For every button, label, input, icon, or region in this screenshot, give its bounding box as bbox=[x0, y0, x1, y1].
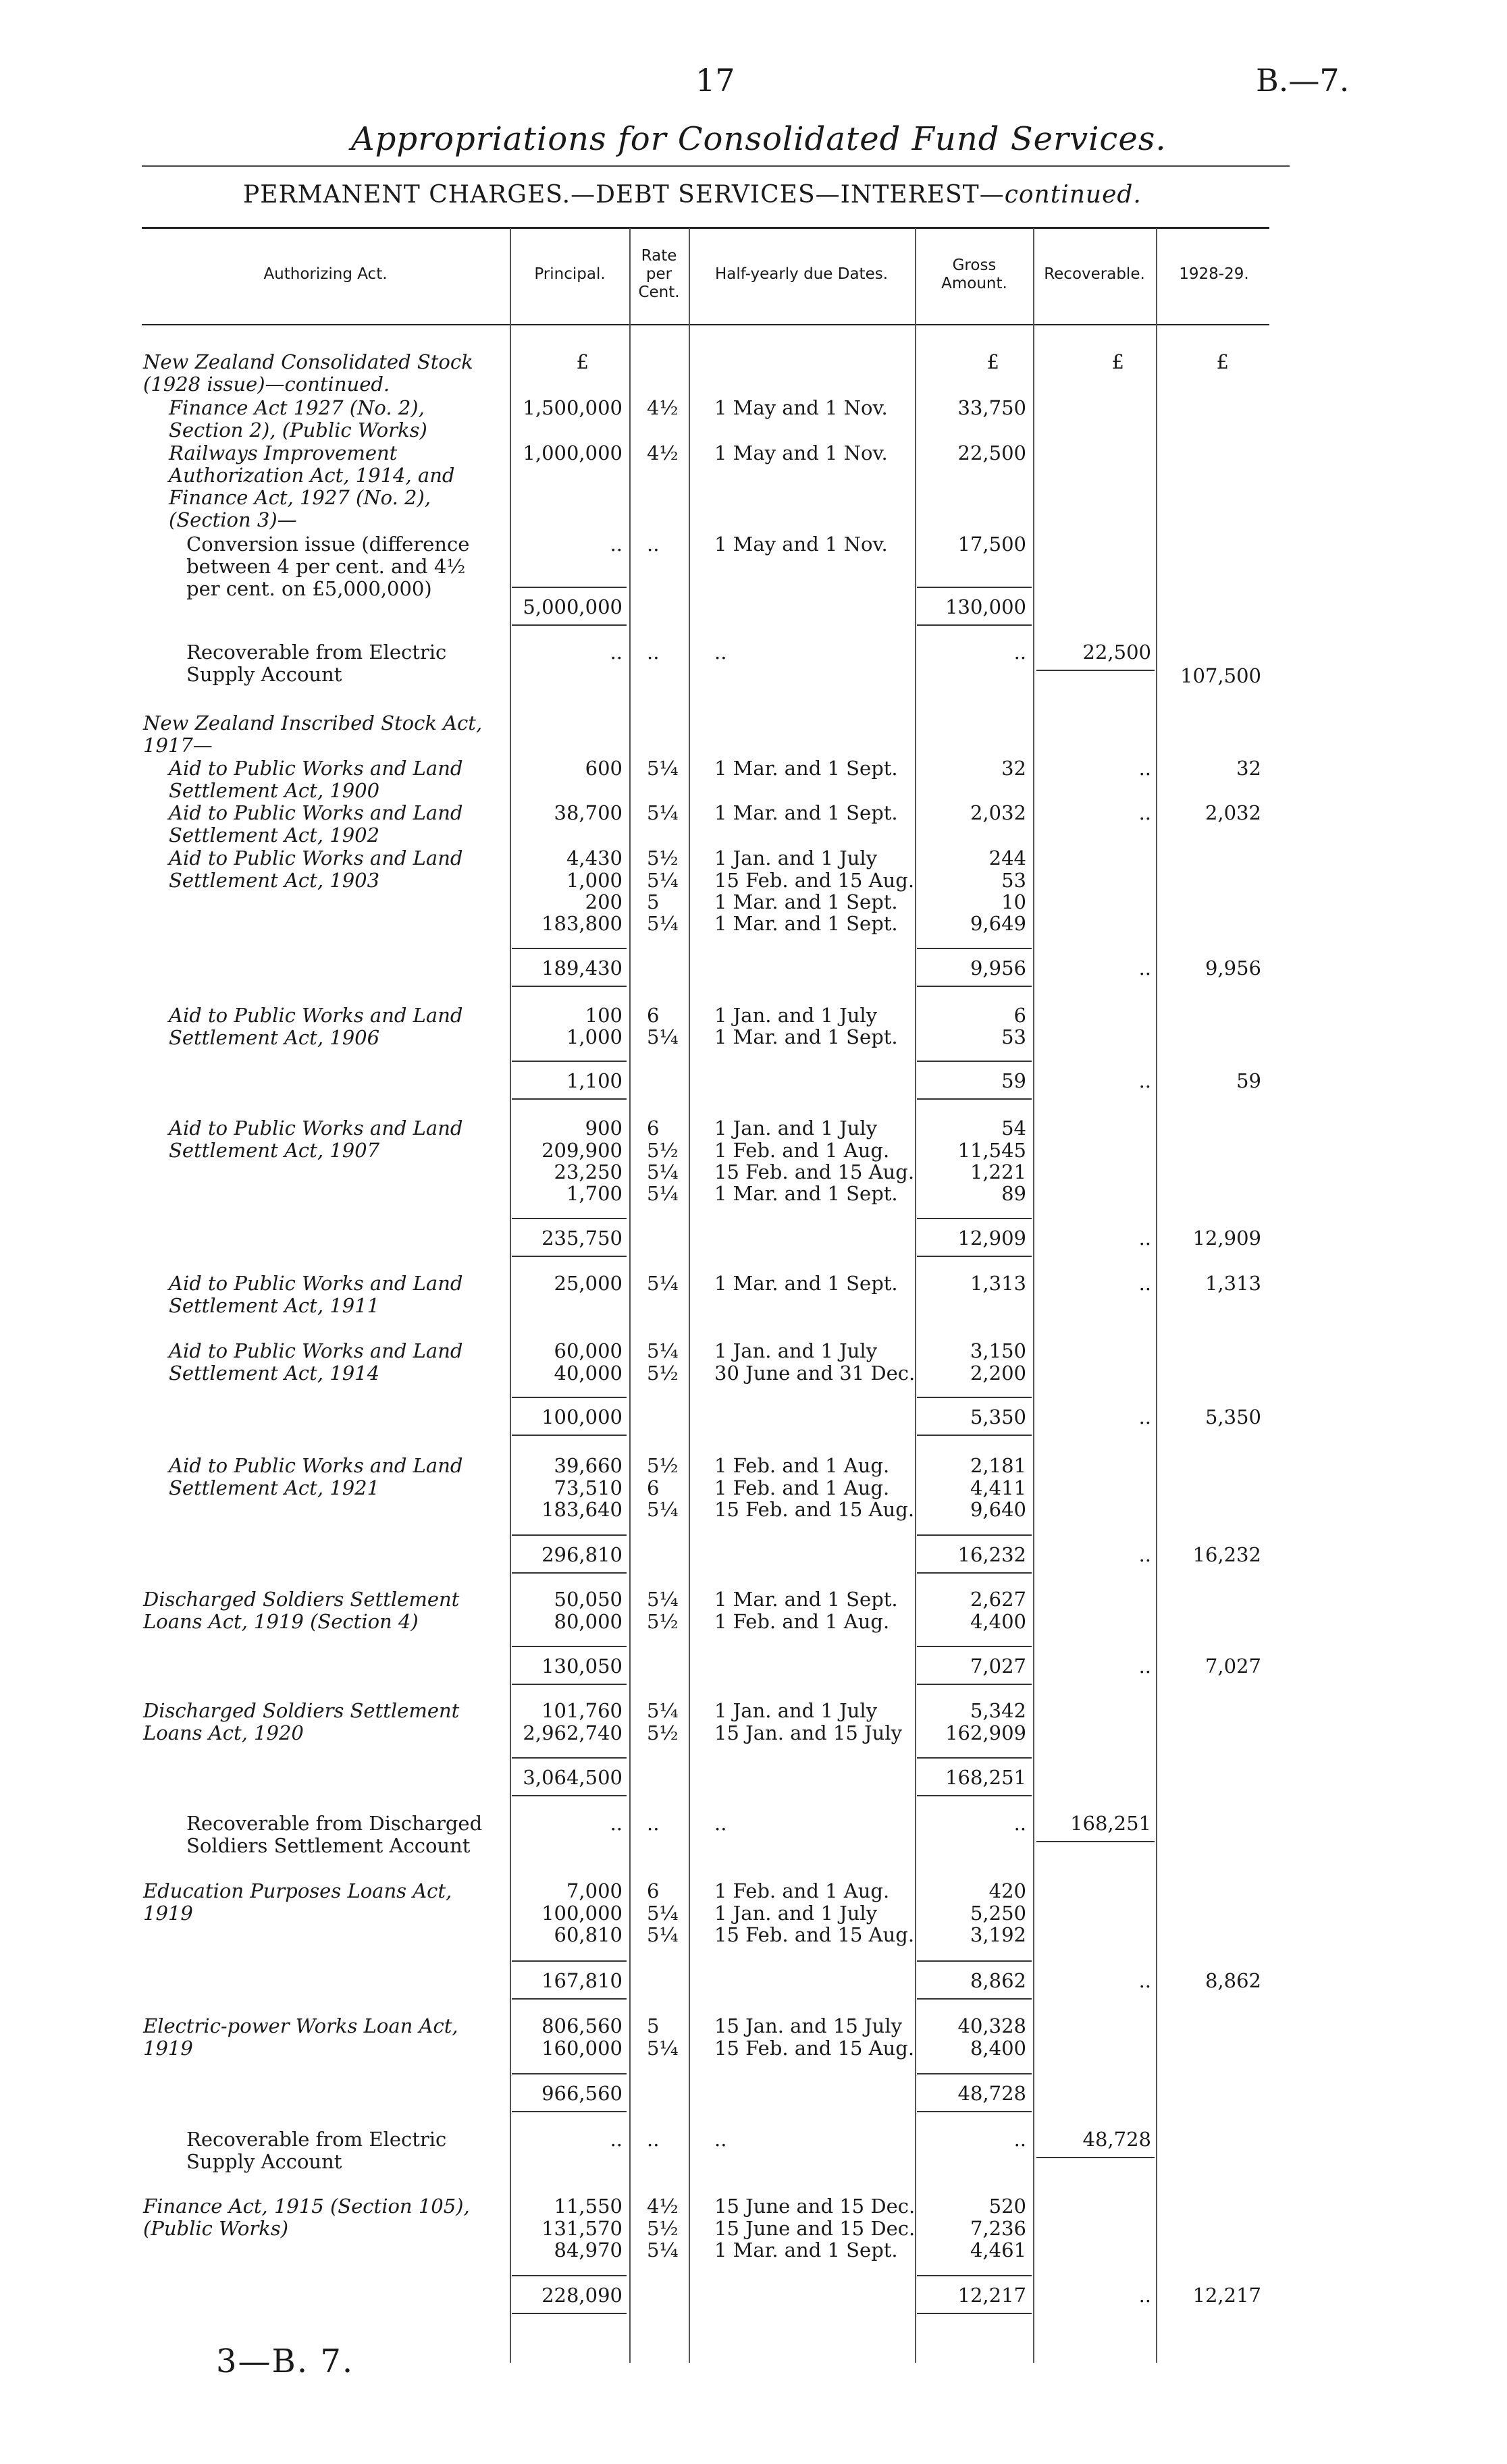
authorizing-act: Discharged Soldiers Settlement Loans Act, 1919 (Section 4) bbox=[143, 1588, 460, 1633]
recoverable-amount: .. bbox=[1138, 2284, 1151, 2307]
principal-value: 60,810 bbox=[554, 1923, 623, 1946]
gross-amount: 9,640 bbox=[970, 1498, 1026, 1521]
authorizing-act: Aid to Public Works and Land Settlement Act, 1900 bbox=[169, 757, 463, 802]
gross-subtotal: 59 bbox=[1001, 1069, 1026, 1092]
gross-amount: 2,200 bbox=[970, 1362, 1026, 1385]
principal-value: 2,962,740 bbox=[523, 1721, 623, 1744]
gross-amount: 32 bbox=[1001, 757, 1026, 780]
gross-amount: 54 bbox=[1001, 1117, 1026, 1140]
authorizing-act: Education Purposes Loans Act, 1919 bbox=[143, 1879, 452, 1925]
rate-value: 5 bbox=[647, 890, 660, 913]
recoverable-amount: .. bbox=[1138, 801, 1151, 824]
authorizing-act: Aid to Public Works and Land Settlement Act, 1902 bbox=[169, 801, 463, 847]
principal-subtotal: 296,810 bbox=[541, 1543, 623, 1566]
recoverable-amount: .. bbox=[1138, 1272, 1151, 1295]
recoverable-amount: .. bbox=[1138, 1069, 1151, 1092]
rate-value: 5¼ bbox=[647, 912, 679, 935]
authorizing-act: New Zealand Inscribed Stock Act, 1917— bbox=[143, 712, 483, 757]
rate-value: 4½ bbox=[647, 441, 679, 464]
due-dates: 1 Mar. and 1 Sept. bbox=[714, 757, 898, 780]
subtotal-rule bbox=[917, 2275, 1032, 2276]
page-signature: 3—B. 7. bbox=[216, 2342, 354, 2380]
gross-subtotal: 16,232 bbox=[957, 1543, 1026, 1566]
principal-value: 600 bbox=[585, 757, 623, 780]
principal-value: 11,550 bbox=[554, 2195, 623, 2218]
year-amount: 7,027 bbox=[1205, 1655, 1261, 1678]
due-dates: 1 Mar. and 1 Sept. bbox=[714, 1182, 898, 1205]
gross-subtotal: 12,909 bbox=[957, 1227, 1026, 1250]
due-dates: 1 Feb. and 1 Aug. bbox=[714, 1879, 890, 1902]
authorizing-act: Aid to Public Works and Land Settlement Act, 1921 bbox=[169, 1454, 463, 1499]
rate-value: 5¼ bbox=[647, 1923, 679, 1946]
subtotal-rule bbox=[917, 1998, 1032, 2000]
due-dates: 30 June and 31 Dec. bbox=[714, 1362, 916, 1385]
subtotal-rule bbox=[512, 1098, 627, 1100]
rate-value: 5¼ bbox=[647, 1272, 679, 1295]
principal-value: 73,510 bbox=[554, 1476, 623, 1499]
year-amount: 16,232 bbox=[1192, 1543, 1261, 1566]
principal-subtotal: 1,100 bbox=[566, 1069, 623, 1092]
subtotal-rule bbox=[917, 986, 1032, 987]
rate-value: 5¼ bbox=[647, 2037, 679, 2060]
column-divider bbox=[689, 228, 690, 2363]
column-header-recoverable: Recoverable. bbox=[1044, 265, 1145, 283]
subtotal-rule bbox=[917, 1960, 1032, 1962]
table-header-rule bbox=[142, 324, 1269, 325]
due-dates: 1 Feb. and 1 Aug. bbox=[714, 1476, 890, 1499]
principal-value: 100 bbox=[585, 1004, 623, 1027]
due-dates: 15 Feb. and 15 Aug. bbox=[714, 1923, 915, 1946]
subtotal-rule bbox=[512, 1397, 627, 1398]
principal-value: 806,560 bbox=[541, 2014, 623, 2037]
recoverable-amount: .. bbox=[1138, 1969, 1151, 1992]
principal-value: 60,000 bbox=[554, 1339, 623, 1362]
due-dates: 1 Mar. and 1 Sept. bbox=[714, 1272, 898, 1295]
principal-value: .. bbox=[610, 2128, 623, 2151]
subtotal-rule bbox=[1036, 670, 1155, 671]
subtotal-rule bbox=[917, 1684, 1032, 1685]
principal-value: 209,900 bbox=[541, 1139, 623, 1162]
gross-amount: 4,411 bbox=[970, 1476, 1026, 1499]
page-title: Appropriations for Consolidated Fund Services. bbox=[351, 120, 1167, 158]
subtotal-rule bbox=[917, 624, 1032, 626]
due-dates: 1 Mar. and 1 Sept. bbox=[714, 1588, 898, 1611]
unit-year: £ bbox=[1216, 350, 1229, 373]
gross-subtotal: 7,027 bbox=[970, 1655, 1026, 1678]
gross-header-line: Amount. bbox=[941, 275, 1007, 292]
due-dates: .. bbox=[714, 2128, 727, 2151]
title-divider bbox=[142, 165, 1290, 167]
rate-value: 5¼ bbox=[647, 757, 679, 780]
principal-value: .. bbox=[610, 641, 623, 664]
subtotal-rule bbox=[512, 624, 627, 626]
table-top-rule bbox=[142, 227, 1269, 229]
column-divider bbox=[629, 228, 631, 2363]
due-dates: 1 Jan. and 1 July bbox=[714, 1902, 878, 1925]
rate-value: 5¼ bbox=[647, 1339, 679, 1362]
due-dates: 1 Jan. and 1 July bbox=[714, 1339, 878, 1362]
due-dates: 15 Jan. and 15 July bbox=[714, 2014, 902, 2037]
subtotal-rule bbox=[512, 2275, 627, 2276]
subtotal-rule bbox=[1036, 2157, 1155, 2158]
principal-value: 900 bbox=[585, 1117, 623, 1140]
gross-amount: 17,500 bbox=[957, 533, 1026, 556]
due-dates: 15 Feb. and 15 Aug. bbox=[714, 869, 915, 892]
due-dates: 1 Jan. and 1 July bbox=[714, 1117, 878, 1140]
principal-value: 1,700 bbox=[566, 1182, 623, 1205]
rate-value: 5½ bbox=[647, 1721, 679, 1744]
gross-subtotal: 168,251 bbox=[945, 1766, 1026, 1789]
rate-value: 5½ bbox=[647, 1454, 679, 1477]
rate-value: 5¼ bbox=[647, 1025, 679, 1048]
recoverable-amount: .. bbox=[1138, 1405, 1151, 1428]
principal-subtotal: 130,050 bbox=[541, 1655, 623, 1678]
principal-value: 1,000,000 bbox=[523, 441, 623, 464]
principal-value: 4,430 bbox=[566, 847, 623, 869]
gross-amount: 9,649 bbox=[970, 912, 1026, 935]
year-amount: 8,862 bbox=[1205, 1969, 1261, 1992]
rate-value: 5½ bbox=[647, 1139, 679, 1162]
subtotal-rule bbox=[512, 1435, 627, 1436]
due-dates: 15 June and 15 Dec. bbox=[714, 2195, 916, 2218]
authorizing-act: Recoverable from Electric Supply Account bbox=[186, 2128, 447, 2173]
principal-value: 131,570 bbox=[541, 2217, 623, 2240]
gross-amount: 1,313 bbox=[970, 1272, 1026, 1295]
rate-value: 5¼ bbox=[647, 869, 679, 892]
principal-value: 183,800 bbox=[541, 912, 623, 935]
subtotal-rule bbox=[917, 948, 1032, 949]
subtitle-continued: continued. bbox=[1004, 181, 1142, 209]
authorizing-act: Recoverable from Electric Supply Account bbox=[186, 641, 447, 686]
due-dates: 1 Mar. and 1 Sept. bbox=[714, 801, 898, 824]
subtotal-rule bbox=[512, 1534, 627, 1536]
column-header-dates: Half-yearly due Dates. bbox=[714, 265, 889, 283]
rate-value: 5¼ bbox=[647, 1182, 679, 1205]
column-divider bbox=[915, 228, 916, 2363]
gross-amount: 520 bbox=[988, 2195, 1026, 2218]
due-dates: 1 Mar. and 1 Sept. bbox=[714, 912, 898, 935]
subtotal-rule bbox=[512, 1757, 627, 1759]
subtotal-rule bbox=[917, 2313, 1032, 2314]
subtotal-rule bbox=[917, 1218, 1032, 1219]
due-dates: 15 June and 15 Dec. bbox=[714, 2217, 916, 2240]
principal-value: 1,000 bbox=[566, 869, 623, 892]
recoverable-amount: .. bbox=[1138, 1227, 1151, 1250]
gross-amount: 40,328 bbox=[957, 2014, 1026, 2037]
gross-amount: .. bbox=[1013, 2128, 1026, 2151]
gross-amount: 53 bbox=[1001, 869, 1026, 892]
rate-value: .. bbox=[647, 1812, 660, 1835]
due-dates: 1 May and 1 Nov. bbox=[714, 441, 888, 464]
principal-value: 100,000 bbox=[541, 1902, 623, 1925]
principal-value: 183,640 bbox=[541, 1498, 623, 1521]
authorizing-act: Aid to Public Works and Land Settlement Act, 1906 bbox=[169, 1004, 463, 1049]
rate-header-line: per bbox=[645, 265, 672, 283]
rate-value: 6 bbox=[647, 1004, 660, 1027]
recoverable-amount: 168,251 bbox=[1070, 1812, 1151, 1835]
subtotal-rule bbox=[512, 1795, 627, 1796]
principal-value: 101,760 bbox=[541, 1699, 623, 1722]
gross-amount: 6 bbox=[1013, 1004, 1026, 1027]
gross-subtotal: 130,000 bbox=[945, 595, 1026, 618]
rate-value: .. bbox=[647, 641, 660, 664]
due-dates: 1 Jan. and 1 July bbox=[714, 847, 878, 869]
recoverable-amount: .. bbox=[1138, 1655, 1151, 1678]
authorizing-act: Finance Act, 1915 (Section 105), (Public Works) bbox=[143, 2195, 470, 2240]
due-dates: 1 Feb. and 1 Aug. bbox=[714, 1454, 890, 1477]
year-amount: 2,032 bbox=[1205, 801, 1261, 824]
year-amount: 1,313 bbox=[1205, 1272, 1261, 1295]
principal-value: 25,000 bbox=[554, 1272, 623, 1295]
principal-subtotal: 235,750 bbox=[541, 1227, 623, 1250]
year-amount: 59 bbox=[1236, 1069, 1261, 1092]
subtotal-rule bbox=[917, 1397, 1032, 1398]
rate-value: 5¼ bbox=[647, 1588, 679, 1611]
document-reference: B.—7. bbox=[1256, 62, 1350, 99]
rate-value: 5¼ bbox=[647, 801, 679, 824]
principal-value: 200 bbox=[585, 890, 623, 913]
recoverable-amount: 22,500 bbox=[1082, 641, 1151, 664]
page-number: 17 bbox=[695, 62, 735, 99]
due-dates: 1 Feb. and 1 Aug. bbox=[714, 1610, 890, 1633]
principal-value: .. bbox=[610, 533, 623, 556]
rate-value: 5¼ bbox=[647, 1902, 679, 1925]
subtotal-rule bbox=[917, 1061, 1032, 1062]
authorizing-act: Aid to Public Works and Land Settlement Act, 1911 bbox=[169, 1272, 463, 1317]
principal-value: 1,500,000 bbox=[523, 396, 623, 419]
subtotal-rule bbox=[917, 2111, 1032, 2112]
subtotal-rule bbox=[917, 1435, 1032, 1436]
subtotal-rule bbox=[512, 1684, 627, 1685]
principal-value: 40,000 bbox=[554, 1362, 623, 1385]
authorizing-act: Aid to Public Works and Land Settlement Act, 1914 bbox=[169, 1339, 463, 1385]
due-dates: .. bbox=[714, 1812, 727, 1835]
authorizing-act: Railways Improvement Authorization Act, 1914, and Finance Act, 1927 (No. 2), (Section 3)— bbox=[169, 441, 455, 531]
recoverable-amount: .. bbox=[1138, 957, 1151, 980]
principal-subtotal: 966,560 bbox=[541, 2082, 623, 2105]
principal-subtotal: 167,810 bbox=[541, 1969, 623, 1992]
principal-value: 1,000 bbox=[566, 1025, 623, 1048]
rate-value: 6 bbox=[647, 1879, 660, 1902]
rate-value: 5 bbox=[647, 2014, 660, 2037]
due-dates: .. bbox=[714, 641, 727, 664]
authorizing-act: Recoverable from Discharged Soldiers Settlement Account bbox=[186, 1812, 483, 1857]
authorizing-act: Electric-power Works Loan Act, 1919 bbox=[143, 2014, 458, 2060]
rate-value: 5½ bbox=[647, 847, 679, 869]
subtotal-rule bbox=[512, 1218, 627, 1219]
subtotal-rule bbox=[512, 1572, 627, 1574]
authorizing-act: Conversion issue (difference between 4 per cent. and 4½ per cent. on £5,000,000) bbox=[186, 533, 470, 600]
unit-principal: £ bbox=[576, 350, 589, 373]
gross-amount: 3,192 bbox=[970, 1923, 1026, 1946]
due-dates: 15 Feb. and 15 Aug. bbox=[714, 2037, 915, 2060]
due-dates: 1 Mar. and 1 Sept. bbox=[714, 890, 898, 913]
gross-amount: 1,221 bbox=[970, 1160, 1026, 1183]
principal-subtotal: 100,000 bbox=[541, 1405, 623, 1428]
column-header-year: 1928-29. bbox=[1179, 265, 1249, 283]
due-dates: 15 Feb. and 15 Aug. bbox=[714, 1498, 915, 1521]
subtotal-rule bbox=[512, 1256, 627, 1257]
rate-value: 5½ bbox=[647, 2217, 679, 2240]
subtotal-rule bbox=[917, 587, 1032, 588]
gross-amount: 5,342 bbox=[970, 1699, 1026, 1722]
principal-value: 7,000 bbox=[566, 1879, 623, 1902]
recoverable-amount: .. bbox=[1138, 757, 1151, 780]
year-amount: 107,500 bbox=[1180, 664, 1261, 687]
gross-amount: 22,500 bbox=[957, 441, 1026, 464]
column-divider bbox=[1156, 228, 1157, 2363]
principal-value: .. bbox=[610, 1812, 623, 1835]
principal-subtotal: 3,064,500 bbox=[523, 1766, 623, 1789]
principal-value: 39,660 bbox=[554, 1454, 623, 1477]
subtotal-rule bbox=[917, 1256, 1032, 1257]
subtotal-rule bbox=[512, 986, 627, 987]
rate-value: 4½ bbox=[647, 2195, 679, 2218]
section-subtitle bbox=[243, 181, 1142, 209]
column-header-rate bbox=[631, 247, 687, 302]
due-dates: 15 Feb. and 15 Aug. bbox=[714, 1160, 915, 1183]
principal-subtotal: 189,430 bbox=[541, 957, 623, 980]
gross-amount: 162,909 bbox=[945, 1721, 1026, 1744]
rate-value: 6 bbox=[647, 1476, 660, 1499]
gross-amount: 89 bbox=[1001, 1182, 1026, 1205]
subtotal-rule bbox=[512, 1061, 627, 1062]
gross-amount: 2,627 bbox=[970, 1588, 1026, 1611]
due-dates: 15 Jan. and 15 July bbox=[714, 1721, 902, 1744]
gross-amount: 53 bbox=[1001, 1025, 1026, 1048]
principal-subtotal: 5,000,000 bbox=[523, 595, 623, 618]
subtotal-rule bbox=[917, 1757, 1032, 1759]
year-amount: 32 bbox=[1236, 757, 1261, 780]
subtotal-rule bbox=[512, 948, 627, 949]
recoverable-amount: .. bbox=[1138, 1543, 1151, 1566]
principal-value: 84,970 bbox=[554, 2239, 623, 2261]
rate-header-line: Rate bbox=[641, 247, 677, 265]
subtotal-rule bbox=[512, 1960, 627, 1962]
gross-amount: 7,236 bbox=[970, 2217, 1026, 2240]
gross-amount: .. bbox=[1013, 641, 1026, 664]
column-divider bbox=[1033, 228, 1034, 2363]
authorizing-act: Discharged Soldiers Settlement Loans Act, 1920 bbox=[143, 1699, 460, 1744]
subtotal-rule bbox=[917, 2073, 1032, 2074]
year-amount: 9,956 bbox=[1205, 957, 1261, 980]
year-amount: 12,217 bbox=[1192, 2284, 1261, 2307]
unit-gross: £ bbox=[986, 350, 999, 373]
principal-value: 50,050 bbox=[554, 1588, 623, 1611]
principal-value: 23,250 bbox=[554, 1160, 623, 1183]
subtitle-main: PERMANENT CHARGES.—DEBT SERVICES—INTEREST— bbox=[243, 181, 1005, 209]
subtotal-rule bbox=[512, 2313, 627, 2314]
gross-subtotal: 48,728 bbox=[957, 2082, 1026, 2105]
gross-amount: 5,250 bbox=[970, 1902, 1026, 1925]
gross-subtotal: 8,862 bbox=[970, 1969, 1026, 1992]
subtotal-rule bbox=[512, 2073, 627, 2074]
principal-subtotal: 228,090 bbox=[541, 2284, 623, 2307]
due-dates: 1 May and 1 Nov. bbox=[714, 396, 888, 419]
column-header-principal: Principal. bbox=[534, 265, 606, 283]
subtotal-rule bbox=[512, 2111, 627, 2112]
gross-amount: 2,032 bbox=[970, 801, 1026, 824]
subtotal-rule bbox=[917, 1795, 1032, 1796]
rate-value: 4½ bbox=[647, 396, 679, 419]
column-divider bbox=[510, 228, 511, 2363]
due-dates: 1 May and 1 Nov. bbox=[714, 533, 888, 556]
rate-value: 5¼ bbox=[647, 1498, 679, 1521]
due-dates: 1 Jan. and 1 July bbox=[714, 1004, 878, 1027]
due-dates: 1 Mar. and 1 Sept. bbox=[714, 1025, 898, 1048]
subtotal-rule bbox=[917, 1534, 1032, 1536]
year-amount: 5,350 bbox=[1205, 1405, 1261, 1428]
column-header-act: Authorizing Act. bbox=[263, 265, 388, 283]
rate-value: 6 bbox=[647, 1117, 660, 1140]
subtotal-rule bbox=[917, 1098, 1032, 1100]
rate-value: 5¼ bbox=[647, 2239, 679, 2261]
rate-value: 5¼ bbox=[647, 1160, 679, 1183]
subtotal-rule bbox=[917, 1646, 1032, 1647]
rate-value: .. bbox=[647, 2128, 660, 2151]
column-header-gross bbox=[916, 257, 1032, 293]
gross-amount: 2,181 bbox=[970, 1454, 1026, 1477]
authorizing-act: New Zealand Consolidated Stock (1928 issue)—continued. bbox=[143, 350, 473, 396]
due-dates: 1 Mar. and 1 Sept. bbox=[714, 2239, 898, 2261]
subtotal-rule bbox=[917, 1572, 1032, 1574]
gross-subtotal: 5,350 bbox=[970, 1405, 1026, 1428]
gross-amount: 33,750 bbox=[957, 396, 1026, 419]
rate-header-line: Cent. bbox=[638, 284, 680, 301]
subtotal-rule bbox=[512, 587, 627, 588]
gross-amount: 10 bbox=[1001, 890, 1026, 913]
principal-value: 160,000 bbox=[541, 2037, 623, 2060]
gross-amount: .. bbox=[1013, 1812, 1026, 1835]
subtotal-rule bbox=[1036, 1841, 1155, 1842]
recoverable-amount: 48,728 bbox=[1082, 2128, 1151, 2151]
year-amount: 12,909 bbox=[1192, 1227, 1261, 1250]
subtotal-rule bbox=[512, 1998, 627, 2000]
principal-value: 80,000 bbox=[554, 1610, 623, 1633]
rate-value: 5½ bbox=[647, 1610, 679, 1633]
gross-amount: 3,150 bbox=[970, 1339, 1026, 1362]
due-dates: 1 Jan. and 1 July bbox=[714, 1699, 878, 1722]
gross-amount: 244 bbox=[988, 847, 1026, 869]
authorizing-act: Finance Act 1927 (No. 2), Section 2), (Public Works) bbox=[169, 396, 427, 441]
due-dates: 1 Feb. and 1 Aug. bbox=[714, 1139, 890, 1162]
unit-recoverable: £ bbox=[1111, 350, 1124, 373]
subtotal-rule bbox=[512, 1646, 627, 1647]
gross-header-line: Gross bbox=[952, 257, 997, 274]
gross-amount: 4,400 bbox=[970, 1610, 1026, 1633]
rate-value: .. bbox=[647, 533, 660, 556]
gross-amount: 4,461 bbox=[970, 2239, 1026, 2261]
authorizing-act: Aid to Public Works and Land Settlement Act, 1903 bbox=[169, 847, 463, 892]
gross-subtotal: 9,956 bbox=[970, 957, 1026, 980]
authorizing-act: Aid to Public Works and Land Settlement Act, 1907 bbox=[169, 1117, 463, 1162]
gross-amount: 11,545 bbox=[957, 1139, 1026, 1162]
rate-value: 5½ bbox=[647, 1362, 679, 1385]
gross-amount: 420 bbox=[988, 1879, 1026, 1902]
principal-value: 38,700 bbox=[554, 801, 623, 824]
gross-subtotal: 12,217 bbox=[957, 2284, 1026, 2307]
rate-value: 5¼ bbox=[647, 1699, 679, 1722]
gross-amount: 8,400 bbox=[970, 2037, 1026, 2060]
